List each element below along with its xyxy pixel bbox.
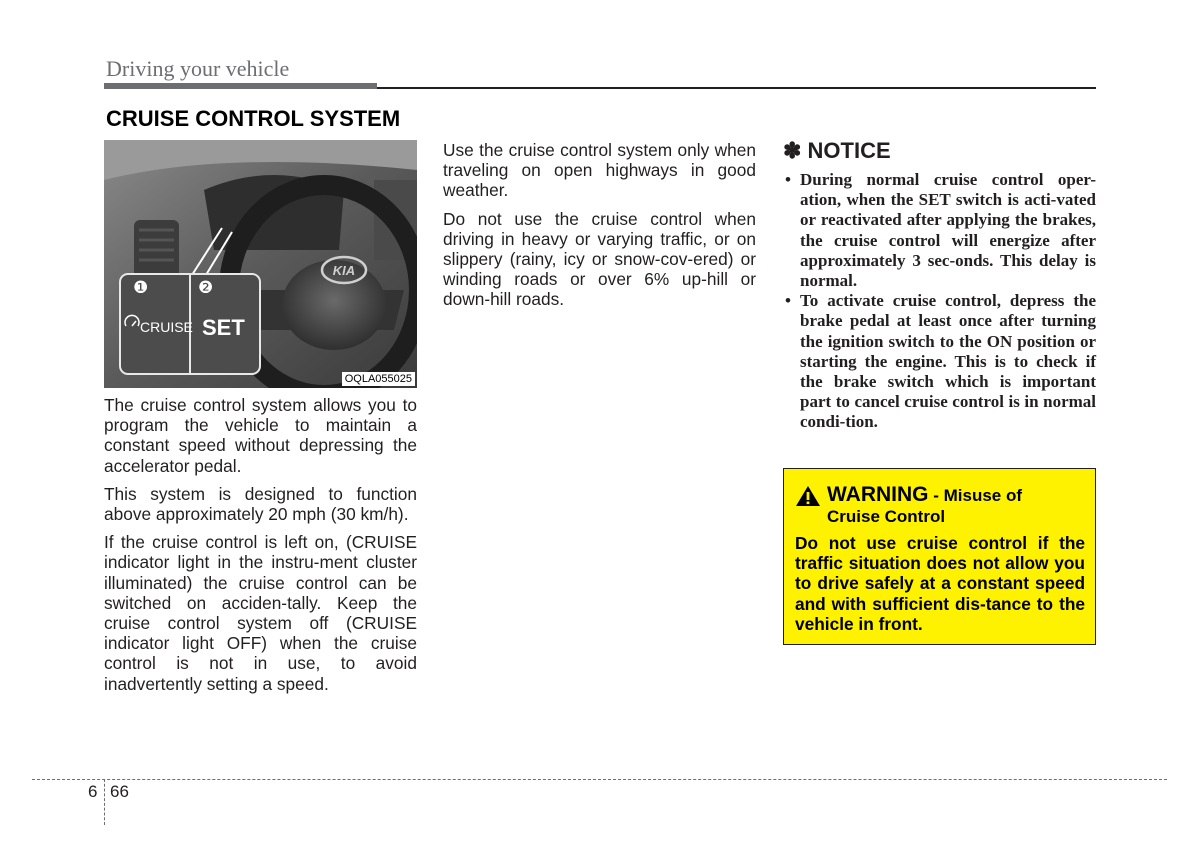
page-title: CRUISE CONTROL SYSTEM (106, 106, 401, 131)
warning-subtitle: - Misuse of (928, 486, 1023, 505)
intro-paragraph: The cruise control system allows you to program the vehicle to maintain a constant speed without depressing the accelerator pedal. (104, 395, 417, 476)
page-number: 66 (110, 782, 129, 801)
notice-item-text: To activate cruise control, depress the brake pedal at least once after turning the ignition switch to the ON position or starting the engine. This is to check if the brake switch which is important part to cancel cruise control is in normal condi-tion. (800, 291, 1096, 432)
figure-code: OQLA055025 (342, 372, 415, 386)
notice-item (783, 291, 1096, 432)
steering-wheel-illustration (104, 140, 417, 388)
running-header: Driving your vehicle (106, 56, 290, 81)
cruise-button-label: CRUISE (140, 319, 193, 335)
warning-title: WARNING (827, 483, 929, 506)
steering-wheel-photo (104, 140, 417, 388)
chapter-number: 6 (88, 782, 98, 801)
callout-2: ❷ (198, 278, 214, 298)
speed-paragraph: This system is designed to function above approximately 20 mph (30 km/h). (104, 483, 417, 525)
restriction-paragraph: Do not use the cruise control when driving in heavy or varying traffic, or on slippery (rainy, icy or snow-cov-ered) or winding roads or over 6% up-hill or down-hill roads. (443, 208, 756, 310)
warning-box (783, 468, 1096, 645)
notice-item (783, 170, 1096, 291)
warning-subtitle-line2: Cruise Control (827, 507, 946, 526)
header-rule-thick (104, 83, 377, 89)
notice-item-text: During normal cruise control oper-ation, when the SET switch is acti-vated or reactivated after applying the brakes, the cruise control will energize after approximately 3 sec-onds. This delay is normal. (800, 170, 1096, 291)
notice-title: ✽ NOTICE (783, 138, 891, 163)
footer-divider (104, 779, 105, 825)
warning-header (795, 483, 1085, 527)
column-left (104, 395, 417, 702)
callout-1: ❶ (133, 278, 149, 298)
kia-logo: KIA (332, 263, 356, 278)
usage-paragraph: Use the cruise control system only when traveling on open highways in good weather. (443, 140, 756, 201)
caution-paragraph: If the cruise control is left on, (CRUISE indicator light in the instru-ment cluster illuminated) the cruise control can be switched on acciden-tally. Keep the cruise control system off (CRUISE indicator light OFF) when the cruise control is not in use, to avoid inadvertently setting a speed. (104, 532, 417, 694)
warning-triangle-icon (795, 485, 821, 507)
notice-section (783, 138, 1096, 433)
column-middle (443, 140, 756, 318)
bullet-icon: • (785, 291, 791, 311)
warning-text: Do not use cruise control if the traffic situation does not allow you to drive safely at a constant speed and with sufficient dis-tance to the vehicle in front. (795, 533, 1085, 634)
header-rule-thin (377, 87, 1096, 89)
bullet-icon: • (785, 170, 791, 189)
set-button-label: SET (202, 315, 245, 340)
notice-list (783, 170, 1096, 433)
footer-rule (32, 779, 1167, 780)
